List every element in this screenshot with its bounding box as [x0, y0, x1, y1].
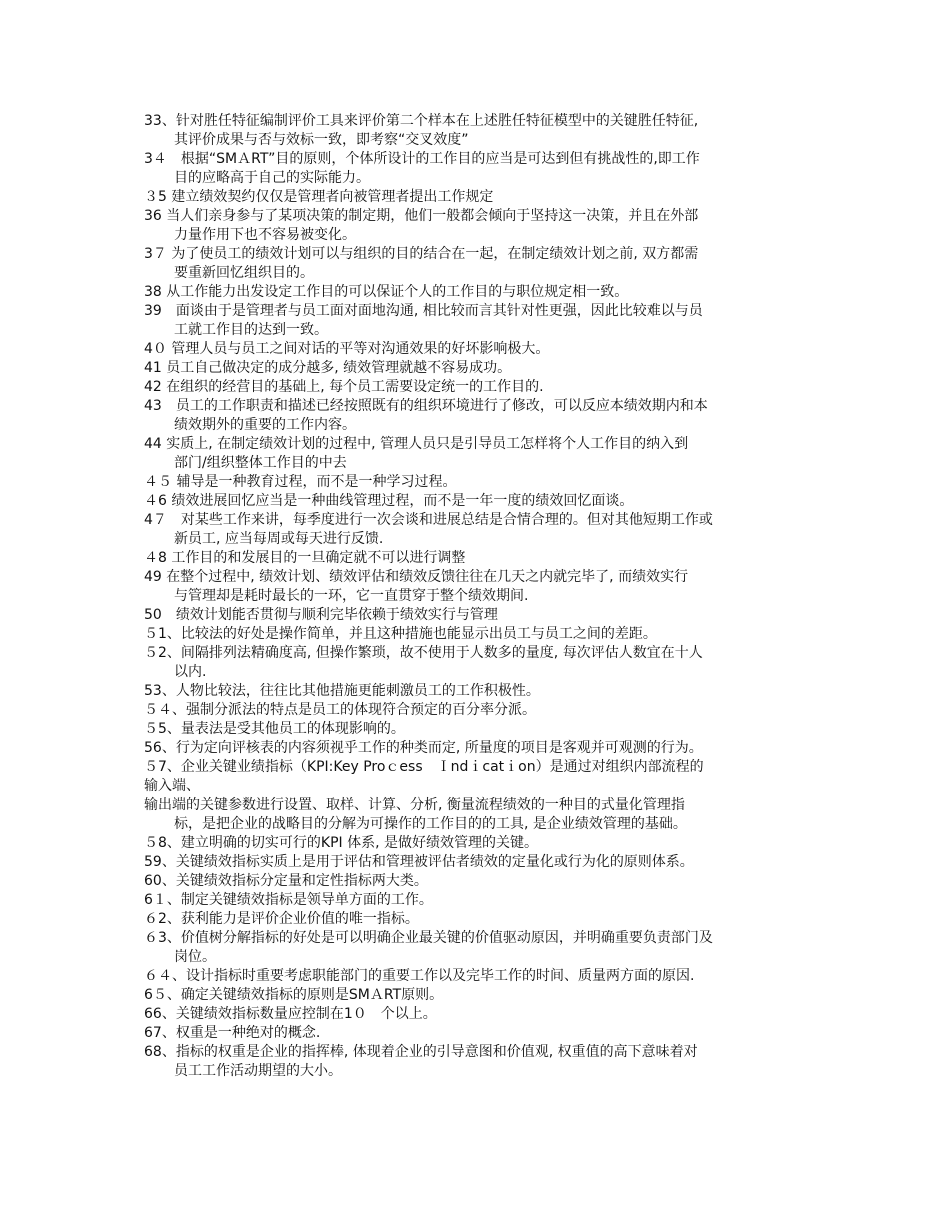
list-item — [144, 967, 824, 986]
list-item — [144, 378, 824, 397]
item-text: 38 从工作能力出发设定工作目的可以保证个人的工作目的与职位规定相一致。 — [144, 284, 629, 300]
list-item — [144, 207, 824, 245]
item-text: ６４、设计指标时重要考虑职能部门的重要工作以及完毕工作的时间、质量两方面的原因. — [144, 968, 695, 984]
item-text: 66、关键绩效指标数量应控制在1０ 个以上。 — [144, 1006, 437, 1022]
item-continuation: 标，是把企业的战略目的分解为可操作的工作目的的工具, 是企业绩效管理的基础。 — [174, 816, 687, 832]
item-text: ４8 工作目的和发展目的一旦确定就不可以进行调整 — [144, 550, 466, 566]
list-item — [144, 1024, 824, 1043]
item-text: 49 在整个过程中, 绩效计划、绩效评估和绩效反馈往往在几天之内就完毕了, 而绩效实行 — [144, 569, 689, 585]
item-text: 4７ 对某些工作来讲，每季度进行一次会谈和进展总结是合情合理的。但对其他短期工作或 — [144, 512, 713, 528]
item-text: ４6 绩效进展回忆应当是一种曲线管理过程，而不是一年一度的绩效回忆面谈。 — [144, 493, 634, 509]
list-item — [144, 739, 824, 758]
list-item — [144, 625, 824, 644]
list-item — [144, 929, 824, 967]
item-text: 3７ 为了使员工的绩效计划可以与组织的目的结合在一起，在制定绩效计划之前, 双方都需 — [144, 246, 699, 262]
list-item — [144, 359, 824, 378]
item-continuation: 绩效期外的重要的工作内容。 — [174, 417, 356, 433]
list-item — [144, 834, 824, 853]
item-text: ５7、企业关键业绩指标（KPI:Key Proｃess Ｉndｉcatｉon）是通过对组织内部流程的 — [144, 759, 704, 775]
item-text: 67、权重是一种绝对的概念. — [144, 1025, 321, 1041]
list-item — [144, 473, 824, 492]
list-item — [144, 112, 824, 150]
item-text: 42 在组织的经营目的基础上, 每个员工需要设定统一的工作目的. — [144, 379, 544, 395]
item-text: 43 员工的工作职责和描述已经按照既有的组织环境进行了修改，可以反应本绩效期内和本 — [144, 398, 708, 414]
list-item — [144, 1043, 824, 1081]
list-item — [144, 188, 824, 207]
item-text: ４５ 辅导是一种教育过程，而不是一种学习过程。 — [144, 474, 457, 490]
item-text: 44 实质上, 在制定绩效计划的过程中, 管理人员只是引导员工怎样将个人工作目的纳入到 — [144, 436, 689, 452]
item-text: ５４、强制分派法的特点是员工的体现符合预定的百分率分派。 — [144, 702, 536, 718]
list-item — [144, 682, 824, 701]
item-text: ５5、量表法是受其他员工的体现影响的。 — [144, 721, 405, 737]
item-continuation: 力量作用下也不容易被变化。 — [174, 227, 356, 243]
item-text: ５8、建立明确的切实可行的KPI 体系, 是做好绩效管理的关键。 — [144, 835, 539, 851]
item-text: ５2、间隔排列法精确度高, 但操作繁琐，故不使用于人数多的量度, 每次评估人数宜在十人 — [144, 645, 703, 661]
item-text: 60、关键绩效指标分定量和定性指标两大类。 — [144, 873, 428, 889]
list-item — [144, 340, 824, 359]
list-item — [144, 568, 824, 606]
item-text: 33、针对胜任特征编制评价工具来评价第二个样本在上述胜任特征模型中的关键胜任特征, — [144, 113, 699, 129]
list-item — [144, 397, 824, 435]
item-text: 56、行为定向评核表的内容须视乎工作的种类而定, 所量度的项目是客观并可观测的行为。 — [144, 740, 703, 756]
list-item — [144, 891, 824, 910]
list-item — [144, 1005, 824, 1024]
list-item — [144, 910, 824, 929]
item-text: 6１、制定关键绩效指标是领导单方面的工作。 — [144, 892, 433, 908]
item-text: 输出端的关键参数进行设置、取样、计算、分析, 衡量流程绩效的一种目的式量化管理指 — [144, 797, 685, 813]
item-text: 50 绩效计划能否贯彻与顺利完毕依赖于绩效实行与管理 — [144, 607, 498, 623]
list-item — [144, 606, 824, 625]
list-item — [144, 986, 824, 1005]
list-item — [144, 549, 824, 568]
item-text: 41 员工自己做决定的成分越多, 绩效管理就越不容易成功。 — [144, 360, 512, 376]
item-text: ３5 建立绩效契约仅仅是管理者向被管理者提出工作规定 — [144, 189, 494, 205]
item-continuation: 目的应略高于自己的实际能力。 — [174, 170, 370, 186]
list-item — [144, 511, 824, 549]
item-continuation: 员工工作活动期望的大小。 — [174, 1063, 342, 1079]
item-continuation: 与管理却是耗时最长的一环，它一直贯穿于整个绩效期间. — [174, 588, 529, 604]
list-item — [144, 150, 824, 188]
list-item — [144, 872, 824, 891]
item-text: 53、人物比较法，往往比其他措施更能刺激员工的工作积极性。 — [144, 683, 540, 699]
item-continuation: 新员工, 应当每周或每天进行反馈. — [174, 531, 384, 547]
list-item — [144, 435, 824, 473]
list-item — [144, 644, 824, 682]
item-text: 4０ 管理人员与员工之间对话的平等对沟通效果的好坏影响极大。 — [144, 341, 550, 357]
item-continuation: 要重新回忆组织目的。 — [174, 265, 314, 281]
item-text: 59、关键绩效指标实质上是用于评估和管理被评估者绩效的定量化或行为化的原则体系。 — [144, 854, 694, 870]
item-text: ６2、获利能力是评价企业价值的唯一指标。 — [144, 911, 419, 927]
item-continuation: 输入端、 — [144, 778, 200, 794]
item-text: 39 面谈由于是管理者与员工面对面地沟通, 相比较而言其针对性更强，因此比较难以与员 — [144, 303, 703, 319]
item-continuation: 工就工作目的达到一致。 — [174, 322, 328, 338]
list-item — [144, 302, 824, 340]
list-item — [144, 796, 824, 834]
item-text: 36 当人们亲身参与了某项决策的制定期，他们一般都会倾向于坚持这一决策，并且在外部 — [144, 208, 699, 224]
list-item — [144, 492, 824, 511]
item-text: 68、指标的权重是企业的指挥棒, 体现着企业的引导意图和价值观, 权重值的高下意味着对 — [144, 1044, 698, 1060]
item-text: 3４ 根据“SMＡRT”目的原则，个体所设计的工作目的应当是可达到但有挑战性的,即工作 — [144, 151, 700, 167]
item-continuation: 以内. — [174, 664, 207, 680]
list-item — [144, 720, 824, 739]
item-continuation: 其评价成果与否与效标一致，即考察“交叉效度” — [174, 132, 469, 148]
item-text: ５1、比较法的好处是操作简单，并且这种措施也能显示出员工与员工之间的差距。 — [144, 626, 657, 642]
document-body — [144, 112, 824, 1081]
item-text: ６3、价值树分解指标的好处是可以明确企业最关键的价值驱动原因，并明确重要负责部门及 — [144, 930, 713, 946]
list-item — [144, 701, 824, 720]
list-item — [144, 283, 824, 302]
list-item — [144, 758, 824, 796]
item-continuation: 部门/组织整体工作目的中去 — [174, 455, 347, 471]
item-continuation: 岗位。 — [174, 949, 216, 965]
list-item — [144, 245, 824, 283]
list-item — [144, 853, 824, 872]
item-text: 6５、确定关键绩效指标的原则是SMＡRT原则。 — [144, 987, 444, 1003]
